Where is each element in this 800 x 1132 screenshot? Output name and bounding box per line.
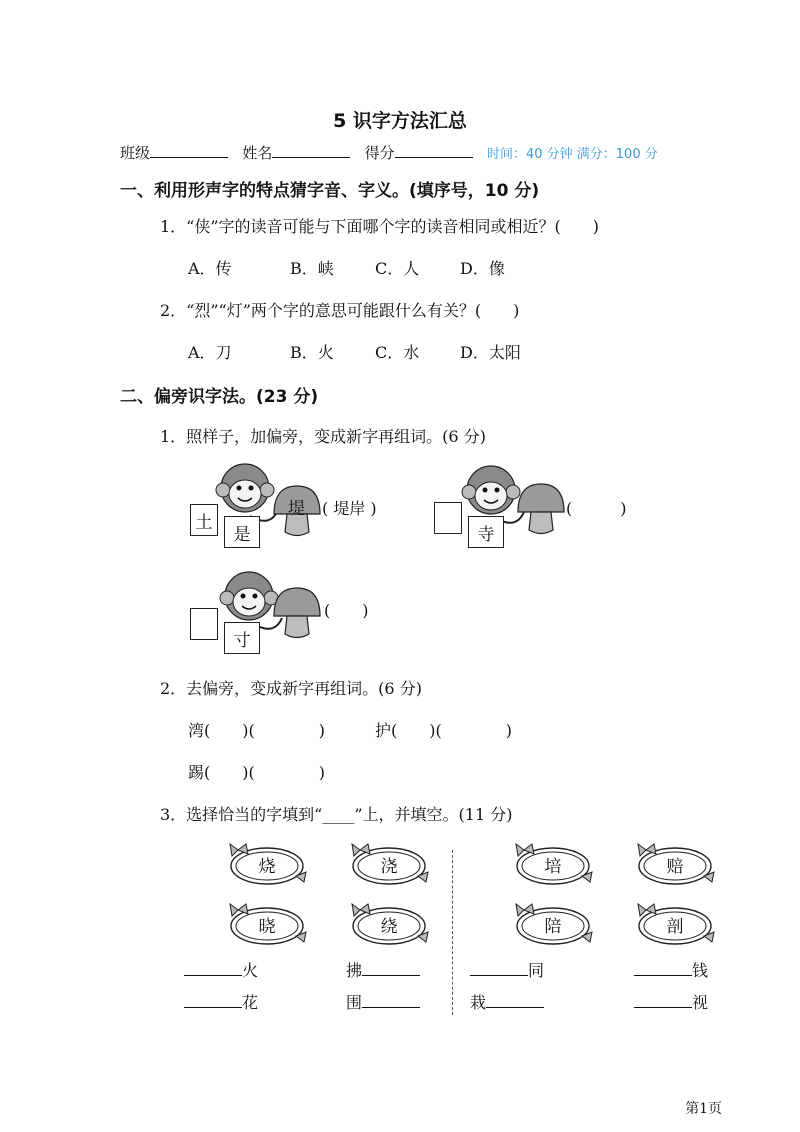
fill-char: 视 [692, 993, 709, 1012]
word-paren[interactable]: ( ) [566, 499, 627, 518]
example-word: ( 堤岸 ) [322, 499, 377, 518]
s1-q2-opt-b[interactable]: B．火 [290, 343, 334, 362]
fill-item[interactable] [346, 958, 420, 981]
fill-char: 同 [528, 961, 545, 980]
answer-parens[interactable]: ( )( ) [204, 721, 325, 740]
page-title: 5 识字方法汇总 [333, 110, 467, 132]
s2-q2-text: 2．去偏旁，变成新字再组词。(6 分) [160, 679, 422, 698]
mushroom-icon [272, 586, 322, 642]
word-paren[interactable]: ( ) [324, 601, 369, 620]
s1-q1-text: 1．“侠”字的读音可能与下面哪个字的读音相同或相近？( ) [160, 217, 600, 236]
s1-q1-opt-b[interactable]: B．峡 [290, 259, 334, 278]
fill-char: 钱 [692, 961, 709, 980]
s2-q1-text: 1．照样子，加偏旁，变成新字再组词。(6 分) [160, 427, 486, 446]
radical-blank-card[interactable] [190, 608, 218, 640]
info-row [120, 142, 658, 163]
fill-char: 花 [242, 993, 259, 1012]
class-label: 班级 [120, 144, 151, 162]
remove-radical-item[interactable] [188, 718, 325, 741]
score-label: 得分 [364, 144, 395, 162]
fill-char: 拂 [346, 961, 363, 980]
fill-char: 火 [242, 961, 259, 980]
fill-item[interactable] [470, 990, 544, 1013]
option-char: 剖 [666, 917, 684, 937]
score-blank[interactable] [395, 143, 473, 158]
option-char: 烧 [258, 857, 276, 877]
s1-q2-opt-d[interactable]: D．太阳 [460, 343, 521, 362]
base-card: 寸 [224, 622, 260, 654]
s1-q2-text: 2．“烈”“灯”两个字的意思可能跟什么有关？( ) [160, 301, 520, 320]
radical-blank-card[interactable] [434, 502, 462, 534]
option-char: 赔 [666, 857, 684, 877]
fill-char: 围 [346, 993, 363, 1012]
s2-q3-text: 3．选择恰当的字填到“____”上，并填空。(11 分) [160, 805, 513, 824]
option-char: 晓 [258, 917, 276, 937]
s1-q2-opt-a[interactable]: A．刀 [188, 343, 232, 362]
s1-q1-opt-c[interactable]: C．人 [375, 259, 420, 278]
base-card: 寺 [468, 516, 504, 548]
option-char: 浇 [380, 857, 398, 877]
base-card: 是 [224, 516, 260, 548]
s1-q1-opt-d[interactable]: D．像 [460, 259, 505, 278]
time-info: 时间：40 分钟 满分：100 分 [486, 147, 658, 162]
fill-char: 栽 [470, 993, 487, 1012]
mushroom-icon [516, 482, 566, 538]
s1-q2-opt-c[interactable]: C．水 [375, 343, 420, 362]
fill-item[interactable] [634, 990, 708, 1013]
fill-item[interactable] [346, 990, 420, 1013]
answer-parens[interactable]: ( )( ) [391, 721, 512, 740]
s1-q1-opt-a[interactable]: A．传 [188, 259, 232, 278]
radical-card: 土 [190, 504, 218, 536]
remove-radical-item[interactable] [375, 718, 512, 741]
char: 踢 [188, 763, 205, 782]
fill-item[interactable] [184, 990, 258, 1013]
option-char: 陪 [544, 917, 562, 937]
section2-heading: 二、偏旁识字法。(23 分) [120, 387, 319, 407]
page-number: 第1页 [685, 1101, 722, 1117]
option-char: 绕 [380, 917, 398, 937]
char: 护 [375, 721, 392, 740]
divider [452, 850, 453, 1015]
fill-item[interactable] [184, 958, 258, 981]
class-blank[interactable] [150, 143, 228, 158]
remove-radical-item[interactable] [188, 760, 325, 783]
name-blank[interactable] [272, 143, 350, 158]
section1-heading: 一、利用形声字的特点猜字音、字义。(填序号，10 分) [120, 181, 540, 201]
char: 湾 [188, 721, 205, 740]
result-char: 堤 [288, 499, 305, 519]
option-char: 培 [544, 857, 562, 877]
answer-parens[interactable]: ( )( ) [204, 763, 325, 782]
name-label: 姓名 [242, 144, 273, 162]
fill-item[interactable] [470, 958, 544, 981]
fill-item[interactable] [634, 958, 708, 981]
